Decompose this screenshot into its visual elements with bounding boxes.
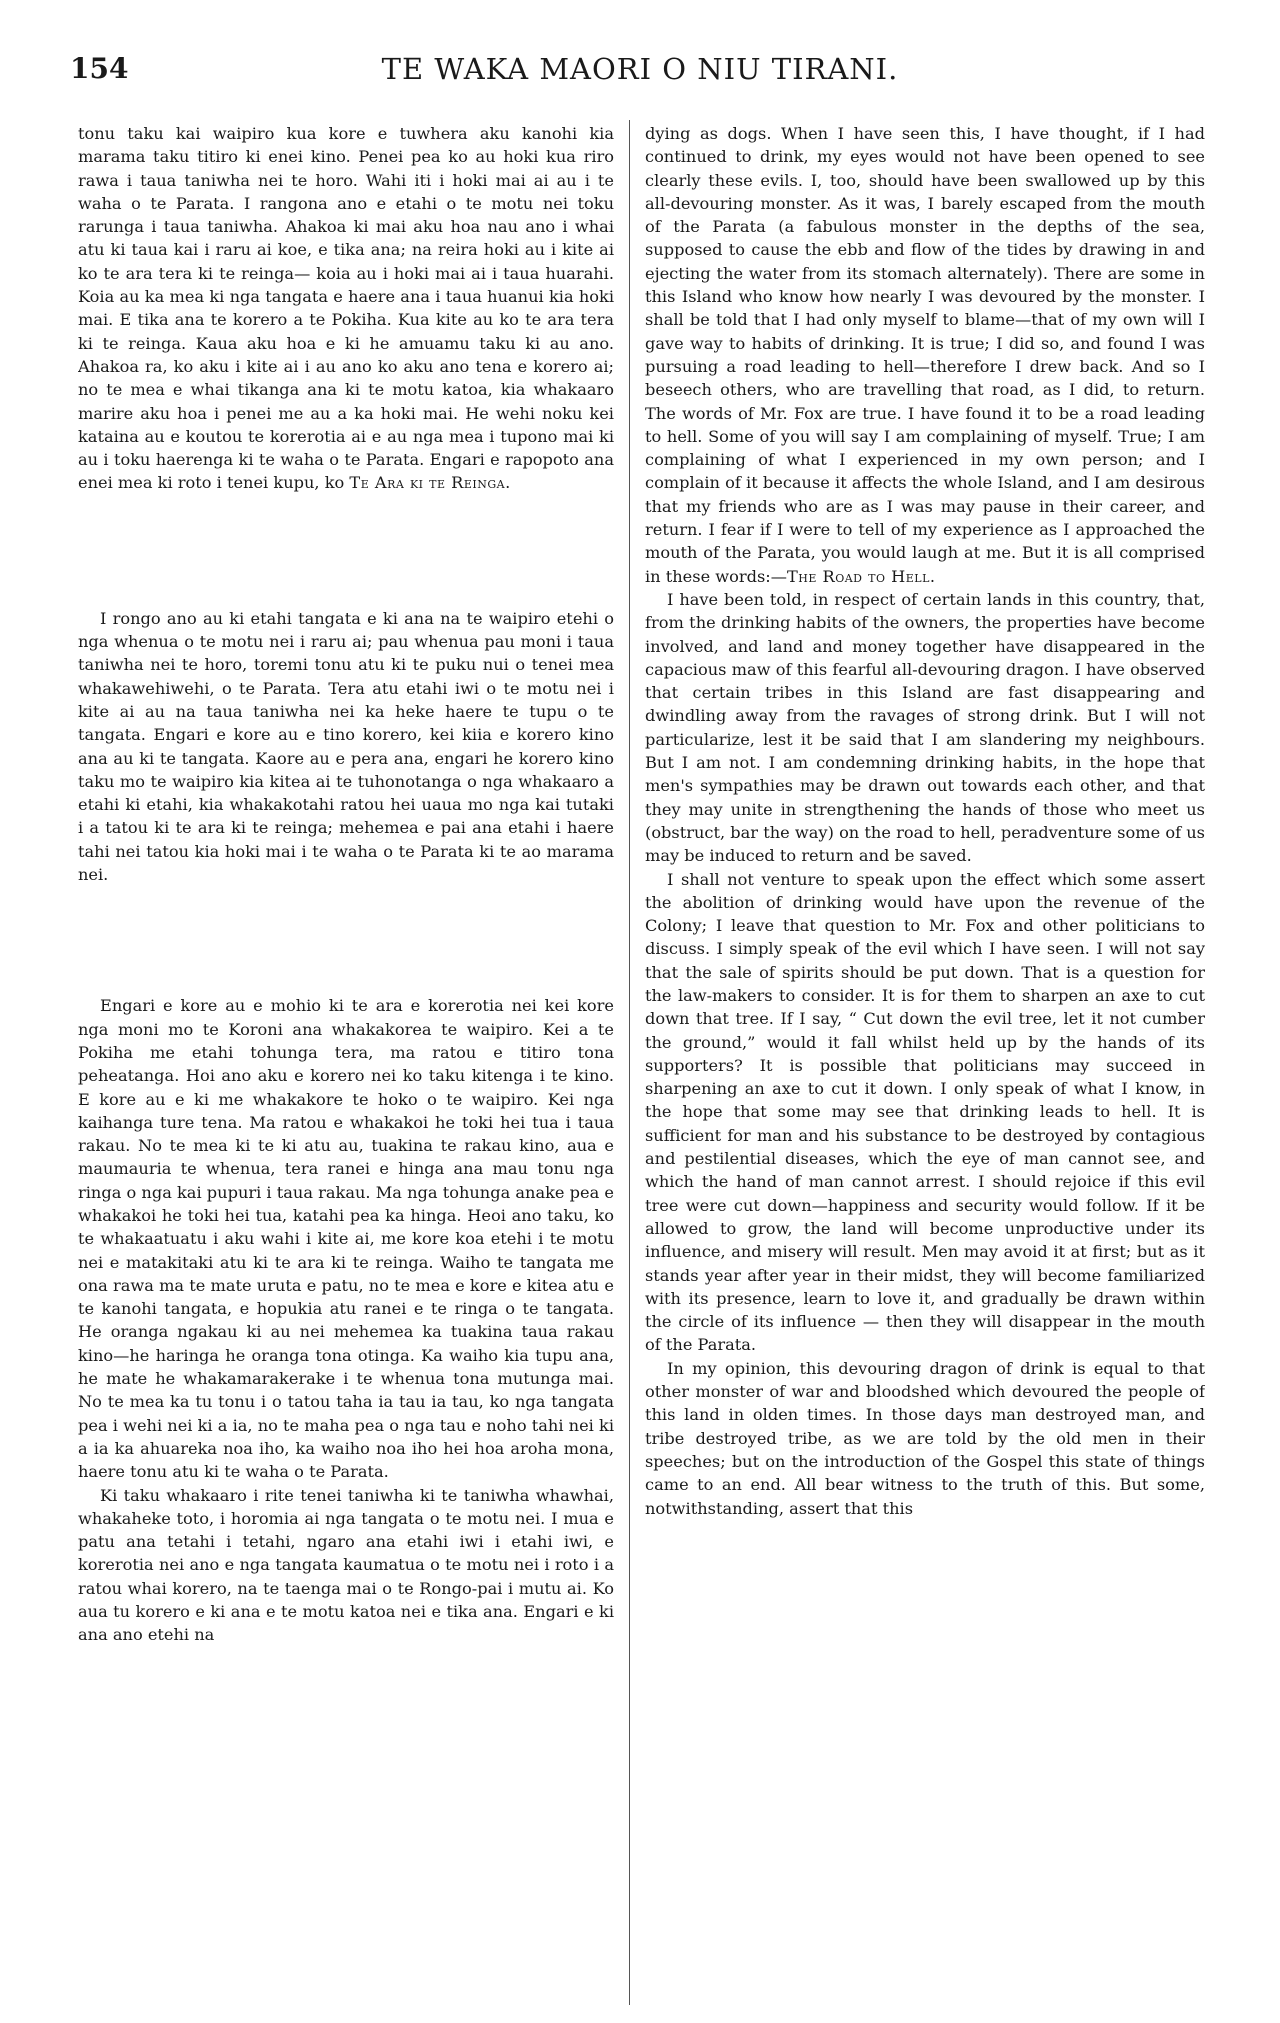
maori-heading-te-ara-ki-te-reinga: Te Ara ki te Reinga. [349,473,511,493]
page-number: 154 [70,52,129,85]
column-spacer [78,495,614,607]
running-title: TE WAKA MAORI O NIU TIRANI. [381,52,899,86]
english-paragraph-3: I shall not venture to speak upon the effect which some assert the abolition of drinking would have upon the revenue of the Colony; I leave that question to Mr. Fox and other politicians to discuss. I simply speak of the evil which I have seen. I will not say that the sale of spirits should be put down. That is a question for the law-makers to consider. It is for them to sharpen an axe to cut down that tree. If I say, “ Cut down the evil tree, let it not cumber the ground,” would it fall whilst held up by the hands of its supporters? It is possible that politicians may succeed in sharpening an axe to cut it down. I only speak of what I know, in the hope that some may see that drinking leads to hell. It is sufficient for man and his substance to be destroyed by contagious and pestilential diseases, which the eye of man cannot see, and which the hand of man cannot arrest. I should rejoice if this evil tree were cut down—happiness and security would follow. If it be allowed to grow, the land will become unproductive under its influence, and misery will result. Men may avoid it at first; but as it stands year after year in their midst, they will become familiarized with its presence, learn to love it, and gradually be drawn within the circle of its influence — then they will disappear in the mouth of the Parata. [645,869,1205,1355]
maori-paragraph-1 [78,122,614,495]
column-spacer [78,886,614,994]
english-paragraph-2: I have been told, in respect of certain lands in this country, that, from the drinking habits of the owners, the properties have become involved, and land and money together have disappeared in the capacious maw of this fearful all-devouring dragon. I have observed that certain tribes in this Island are fast disappearing and dwindling away from the ravages of strong drink. But I will not particularize, lest it be said that I am slandering my neighbours. But I am not. I am condemning drinking habits, in the hope that men's sympathies may be drawn out towards each other, and that they may unite in strengthening the hands of those who meet us (obstruct, bar the way) on the road to hell, peradventure some of us may be induced to return and be saved. [645,589,1205,866]
maori-column [78,122,614,2002]
page-header [70,52,1210,108]
english-column [645,122,1205,2002]
maori-paragraph-4: Ki taku whakaaro i rite tenei taniwha ki te taniwha whawhai, whakaheke toto, i horomia ai nga tangata o te motu nei. I mua e patu ana tetahi i tetahi, ngaro ana etahi iwi i etahi iwi, e korerotia nei ano e nga tangata kaumatua o te motu nei i roto i a ratou whai korero, na te taenga mai o te Rongo-pai i mutu ai. Ko aua tu korero e ki ana e te motu katoa nei e tika ana. Engari e ki ana ano etehi na [78,1485,614,1645]
english-paragraph-1-text: dying as dogs. When I have seen this, I have thought, if I had continued to drink, my eyes would not have been opened to see clearly these evils. I, too, should have been swallowed up by this all-devouring monster. As it was, I barely escaped from the mouth of the Parata (a fabulous monster in the depths of the sea, supposed to cause the ebb and flow of the tides by drawing in and ejecting the water from its stomach alternately). There are some in this Island who know how nearly I was devoured by the monster. I shall be told that I had only myself to blame—that of my own will I gave way to habits of drinking. It is true; I did so, and found I was pursuing a road leading to hell—therefore I drew back. And so I beseech others, who are travelling that road, as I did, to return. The words of Mr. Fox are true. I have found it to be a road leading to hell. Some of you will say I am complaining of myself. True; I am complaining of what I experienced in my own person; and I complain of it because it affects the whole Island, and I am desirous that my friends who are as I was may pause in their career, and return. I fear if I were to tell of my experience as I approached the mouth of the Parata, you would laugh at me. But it is all comprised in these words:— [645,124,1205,586]
column-divider [629,120,630,2005]
english-paragraph-1 [645,122,1205,588]
maori-paragraph-1-text: tonu taku kai waipiro kua kore e tuwhera aku kanohi kia marama taku titiro ki enei kino. Penei pea ko au hoki kua riro rawa i taua taniwha nei te horo. Wahi iti i hoki mai ai au i te waha o te Parata. I rangona ano e etahi o te motu nei toku rarunga i taua taniwha. Ahakoa ki mai aku hoa nau ano i whai atu ki taua kai i raru ai koe, e tika ana; na reira hoki au i kite ai ko te ara tera ki te reinga— koia au i hoki mai ai i taua huarahi. Koia au ka mea ki nga tangata e haere ana i taua huanui kia hoki mai. E tika ana te korero a te Pokiha. Kua kite au ko te ara tera ki te reinga. Kaua aku hoa e ki he amuamu taku ki au ano. Ahakoa ra, ko aku i kite ai i au ano ko aku ano tena e korero ai; no te mea e whai tikanga ana ki te motu katoa, kia whakaaro marire aku hoa i penei me au a ka hoki mai. He wehi noku kei kataina au e koutou te korerotia ai e au nga mea i tupono mai ki au i toku haerenga ki te waha o te Parata. Engari e rapopoto ana enei mea ki roto i tenei kupu, ko [78,124,614,493]
english-heading-the-road-to-hell: The Road to Hell. [786,566,936,586]
english-paragraph-4: In my opinion, this devouring dragon of drink is equal to that other monster of war and bloodshed which devoured the people of this land in olden times. In those days man destroyed man, and tribe destroyed tribe, as we are told by the old men in their speeches; but on the introduction of the Gospel this state of things came to an end. All bear witness to the truth of this. But some, notwithstanding, assert that this [645,1358,1205,1518]
maori-paragraph-3: Engari e kore au e mohio ki te ara e korerotia nei kei kore nga moni mo te Koroni ana whakakorea te waipiro. Kei a te Pokiha me etahi tohunga tera, ma ratou e titiro tona peheatanga. Hoi ano aku e korero nei ko taku kitenga i te kino. E kore au e ki me whakakore te hoko o te waipiro. Kei nga kaihanga ture tena. Ma ratou e whakakoi he toki hei tua i taua rakau. No te mea ki te ki atu au, tuakina te rakau kino, aua e maumauria te whenua, tera ranei e hinga ana mau tonu nga ringa o nga kai pupuri i taua rakau. Ma nga tohunga anake pea e whakakoi he toki hei tua, katahi pea ka hinga. Heoi ano taku, ko te whakaatuatu i aku wahi i kite ai, me kore koa etehi i te motu nei e matakitaki atu ki te ara ki te reinga. Waiho te tangata me ona rawa ma te mate uruta e patu, no te mea e kore e kitea atu e te kanohi tangata, e hopukia atu ranei e te ringa o te tangata. He oranga ngakau ki au nei mehemea ka tuakina taua rakau kino—he haringa he oranga tona otinga. Ka waiho kia tupu ana, he mate he whakamarakerake i te whenua tona mutunga mai. No te mea ka tu tonu i o tatou taha ia tau ia tau, ko nga tangata pea i wehi nei ki a ia, no te maha pea o nga tau e noho tahi nei ki a ia ka ahuareka noa iho, ka waiho noa iho hei hoa aroha mona, haere tonu atu ki te waha o te Parata. [78,996,614,1482]
maori-paragraph-2: I rongo ano au ki etahi tangata e ki ana na te waipiro etehi o nga whenua o te motu nei i raru ai; pau whenua pau moni i taua taniwha nei te horo, toremi tonu atu ki te puku nui o tenei mea whakawehiwehi, o te Parata. Tera atu etahi iwi o te motu nei i kite ai au na taua taniwha nei ka heke haere te tupu o te tangata. Engari e kore au e tino korero, kei kiia e korero kino ana au ki te tangata. Kaore au e pera ana, engari he korero kino taku mo te waipiro kia kitea ai te tuhonotanga o nga whakaaro a etahi ki etahi, kia whakakotahi ratou hei uaua mo nga kai tutaki i a tatou ki te ara ki te reinga; mehemea e pai ana etahi i haere tahi nei tatou kia hoki mai i te waha o te Parata ki te ao marama nei. [78,608,614,885]
